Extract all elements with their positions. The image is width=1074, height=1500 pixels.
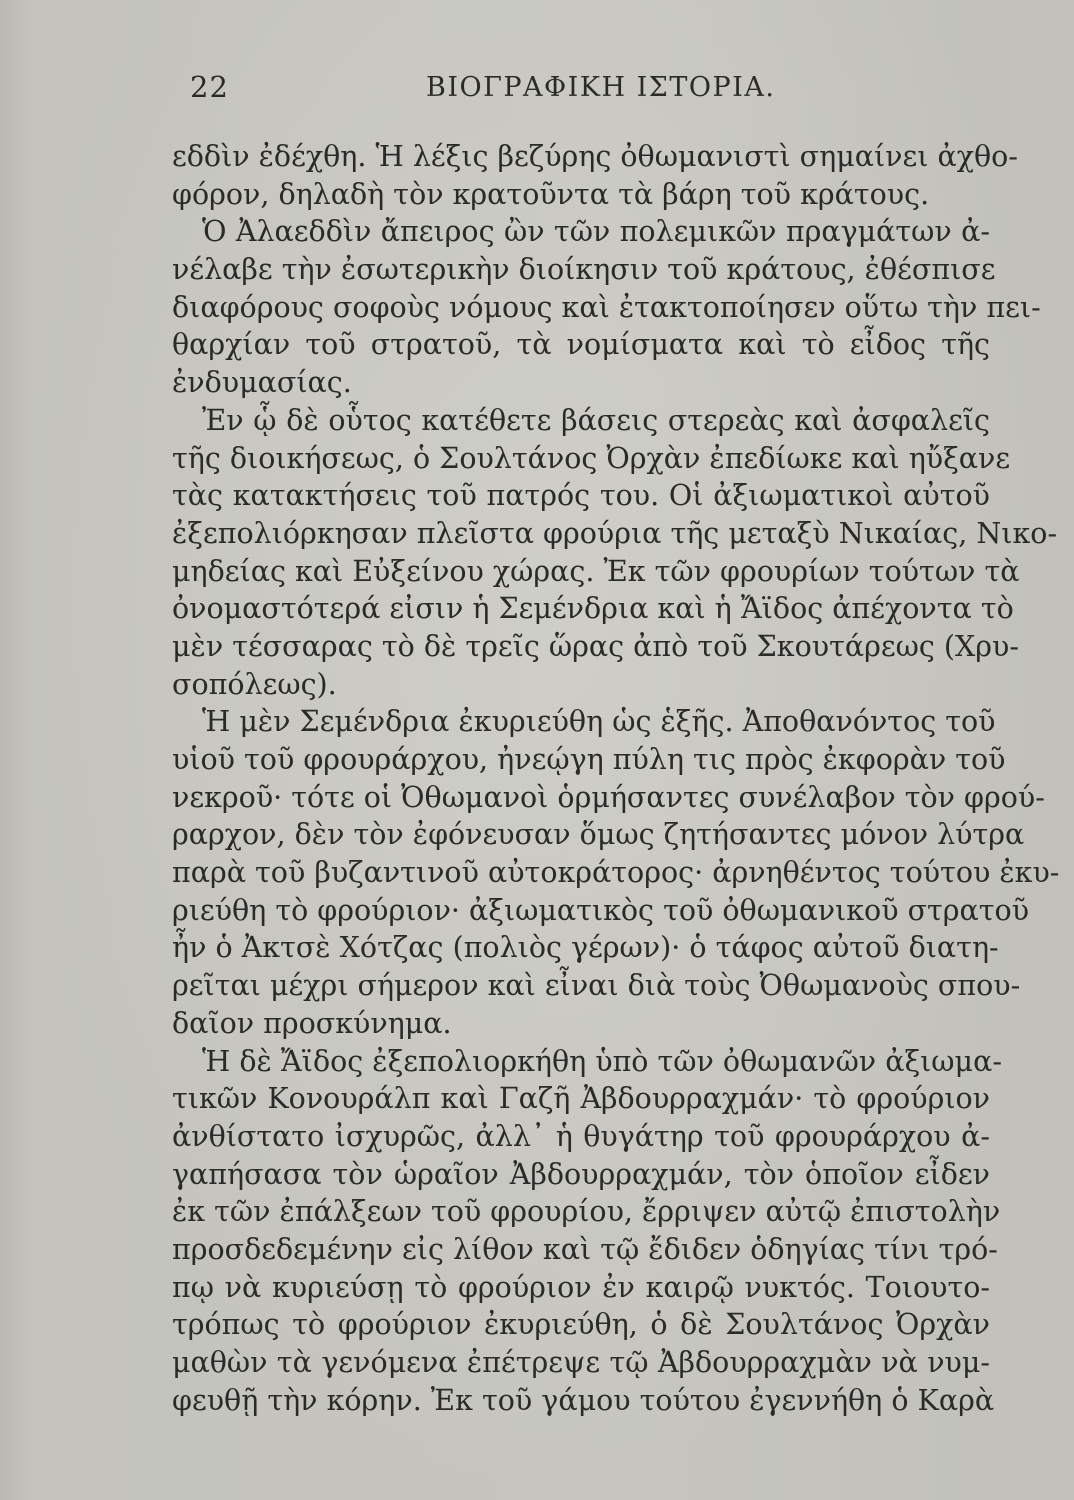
text-line: ριεύθη τὸ φρούριον· ἀξιωματικὸς τοῦ ὀθωμανικοῦ στρατοῦ xyxy=(172,893,1030,927)
text-line: Ἡ μὲν Σεμένδρια ἐκυριεύθη ὡς ἑξῆς. Ἀποθανόντος τοῦ xyxy=(202,705,996,739)
text-line: μὲν τέσσαρας τὸ δὲ τρεῖς ὥρας ἀπὸ τοῦ Σκουτάρεως (Χρυ- xyxy=(172,629,1020,663)
text-line: διαφόρους σοφοὺς νόμους καὶ ἐτακτοποίησεν οὕτω τὴν πει- xyxy=(172,290,1041,324)
page-header xyxy=(0,70,1074,110)
text-line: ἐνδυμασίας. xyxy=(172,366,352,400)
running-title: ΒΙΟΓΡΑΦΙΚΗ ΙΣΤΟΡΙΑ. xyxy=(426,72,776,103)
text-line: νέλαβε τὴν ἐσωτερικὴν διοίκησιν τοῦ κράτους, ἐθέσπισε xyxy=(172,253,996,287)
text-line: προσδεδεμένην εἰς λίθον καὶ τῷ ἔδιδεν ὁδηγίας τίνι τρό- xyxy=(172,1232,998,1266)
text-line: Ἐν ᾧ δὲ οὗτος κατέθετε βάσεις στερεὰς καὶ ἀσφαλεῖς xyxy=(202,403,990,437)
text-line: θαρχίαν τοῦ στρατοῦ, τὰ νομίσματα καὶ τὸ εἶδος τῆς xyxy=(172,328,990,362)
text-line: Ὁ Ἀλαεδδὶν ἄπειρος ὢν τῶν πολεμικῶν πραγμάτων ἀ- xyxy=(202,215,990,249)
text-line: ραρχον, δὲν τὸν ἐφόνευσαν ὅμως ζητήσαντες μόνον λύτρα xyxy=(172,818,1025,852)
text-line: ἀνθίστατο ἰσχυρῶς, ἀλλ᾽ ἡ θυγάτηρ τοῦ φρουράρχου ἀ- xyxy=(172,1119,990,1153)
text-line: πῳ νὰ κυριεύσῃ τὸ φρούριον ἐν καιρῷ νυκτός. Τοιουτο- xyxy=(172,1270,990,1304)
text-line: ἐκ τῶν ἐπάλξεων τοῦ φρουρίου, ἔρριψεν αὐτῷ ἐπιστολὴν xyxy=(172,1195,1001,1229)
text-line: σοπόλεως). xyxy=(172,667,337,701)
text-line: υἱοῦ τοῦ φρουράρχου, ἠνεῴγη πύλη τις πρὸς ἐκφορὰν τοῦ xyxy=(172,743,1006,776)
text-line: ὀνομαστότερά εἰσιν ἡ Σεμένδρια καὶ ἡ Ἄϊδος ἀπέχοντα τὸ xyxy=(172,592,1014,626)
text-line: τῆς διοικήσεως, ὁ Σουλτάνος Ὀρχὰν ἐπεδίωκε καὶ ηὔξανε xyxy=(172,441,1011,475)
text-line: φόρον, δηλαδὴ τὸν κρατοῦντα τὰ βάρη τοῦ κράτους. xyxy=(172,177,930,211)
text-line: τρόπως τὸ φρούριον ἐκυριεύθη, ὁ δὲ Σουλτάνος Ὀρχὰν xyxy=(172,1308,990,1342)
text-line: φευθῇ τὴν κόρην. Ἐκ τοῦ γάμου τούτου ἐγεννήθη ὁ Καρὰ xyxy=(172,1383,995,1417)
page-number: 22 xyxy=(190,70,229,104)
text-line: γαπήσασα τὸν ὡραῖον Ἀβδουρραχμάν, τὸν ὁποῖον εἶδεν xyxy=(172,1157,990,1191)
text-line: μαθὼν τὰ γενόμενα ἐπέτρεψε τῷ Ἀβδουρραχμὰν νὰ νυμ- xyxy=(172,1346,990,1379)
text-line: νεκροῦ· τότε οἱ Ὀθωμανοὶ ὁρμήσαντες συνέλαβον τὸν φρού- xyxy=(172,780,1045,814)
text-line: τὰς κατακτήσεις τοῦ πατρός του. Οἱ ἀξιωματικοὶ αὐτοῦ xyxy=(172,479,990,513)
body-text xyxy=(172,138,1060,1419)
text-line: δαῖον προσκύνημα. xyxy=(172,1006,452,1040)
text-line: ρεῖται μέχρι σήμερον καὶ εἶναι διὰ τοὺς Ὀθωμανοὺς σπου- xyxy=(172,969,1021,1003)
text-line: παρὰ τοῦ βυζαντινοῦ αὐτοκράτορος· ἀρνηθέντος τούτου ἐκυ- xyxy=(172,856,1060,890)
text-line: Ἡ δὲ Ἄϊδος ἐξεπολιορκήθη ὑπὸ τῶν ὀθωμανῶν ἀξιωμα- xyxy=(202,1044,1002,1078)
text-line: εδδὶν ἐδέχθη. Ἡ λέξις βεζύρης ὀθωμανιστὶ σημαίνει ἀχθο- xyxy=(172,140,1018,173)
text-line: τικῶν Κονουράλπ καὶ Γαζῆ Ἀβδουρραχμάν· τὸ φρούριον xyxy=(172,1082,990,1116)
text-line: μηδείας καὶ Εὐξείνου χώρας. Ἐκ τῶν φρουρίων τούτων τὰ xyxy=(172,554,1020,588)
text-line: ἐξεπολιόρκησαν πλεῖστα φρούρια τῆς μεταξὺ Νικαίας, Νικο- xyxy=(172,516,1058,550)
text-line: ἦν ὁ Ἀκτσὲ Χότζας (πολιὸς γέρων)· ὁ τάφος αὐτοῦ διατη- xyxy=(172,931,999,965)
